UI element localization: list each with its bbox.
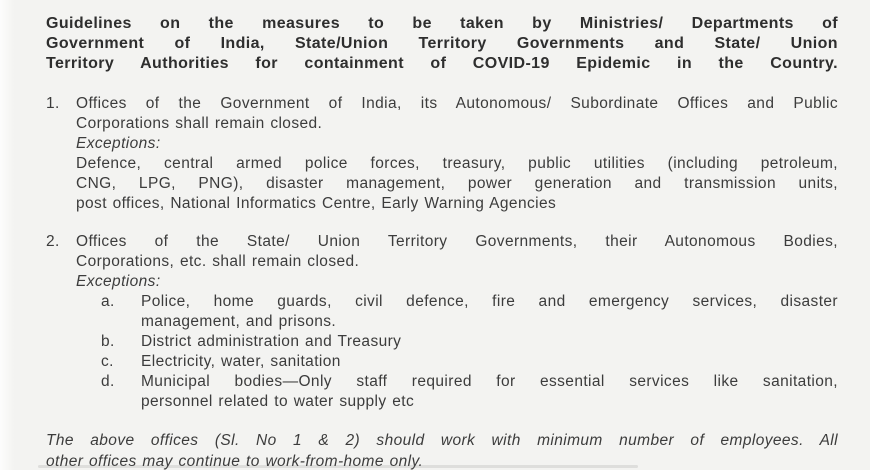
exceptions-label: Exceptions:	[76, 135, 161, 152]
sub-item-b	[101, 332, 838, 352]
sub-item-a	[101, 292, 838, 332]
document-content	[46, 14, 838, 470]
exceptions-text-line: post offices, National Informatics Centre, Early Warning Agencies	[76, 195, 557, 212]
list-item-2-text-line: Corporations, etc. shall remain closed.	[76, 253, 360, 270]
sub-item-c	[101, 352, 838, 372]
scan-artifact-line	[38, 465, 638, 468]
title-line-2: Government of India, State/Union Territory Governments and State/ Union	[46, 35, 838, 52]
list-item-2-number: 2.	[46, 233, 60, 250]
sub-item-d-letter: d.	[101, 373, 115, 390]
document-title	[46, 14, 838, 74]
footer-note-line: The above offices (Sl. No 1 & 2) should work with minimum number of employees. All	[46, 432, 838, 449]
list-item-1-text-line: Corporations shall remain closed.	[76, 115, 323, 132]
sub-item-b-letter: b.	[101, 333, 115, 350]
sub-item-d	[101, 372, 838, 412]
sub-item-d-text-line: Municipal bodies—Only staff required for essential services like sanitation,	[141, 373, 838, 390]
footer-note-line: other offices may continue to work-from-home only.	[46, 453, 424, 470]
exceptions-text-line: Defence, central armed police forces, treasury, public utilities (including petroleum,	[76, 155, 838, 172]
sub-item-a-letter: a.	[101, 293, 115, 310]
footer-note	[46, 430, 838, 470]
sub-item-d-text-line: personnel related to water supply etc	[141, 393, 415, 410]
title-line-3: Territory Authorities for containment of COVID-19 Epidemic in the Country.	[46, 55, 838, 72]
list-item-1	[46, 94, 838, 214]
sub-item-b-text-line: District administration and Treasury	[141, 333, 402, 350]
sub-item-c-text-line: Electricity, water, sanitation	[141, 353, 341, 370]
title-line-1: Guidelines on the measures to be taken by Ministries/ Departments of	[46, 15, 838, 32]
list-item-1-text-line: Offices of the Government of India, its Autonomous/ Subordinate Offices and Public	[76, 95, 838, 112]
sub-item-c-letter: c.	[101, 353, 114, 370]
sub-item-a-text-line: Police, home guards, civil defence, fire and emergency services, disaster	[141, 293, 838, 310]
list-item-1-number: 1.	[46, 95, 60, 112]
sub-item-a-text-line: management, and prisons.	[141, 313, 337, 330]
exceptions-text-line: CNG, LPG, PNG), disaster management, power generation and transmission units,	[76, 175, 838, 192]
exceptions-label: Exceptions:	[76, 273, 161, 290]
list-item-2-text-line: Offices of the State/ Union Territory Governments, their Autonomous Bodies,	[76, 233, 838, 250]
list-item-2	[46, 232, 838, 412]
